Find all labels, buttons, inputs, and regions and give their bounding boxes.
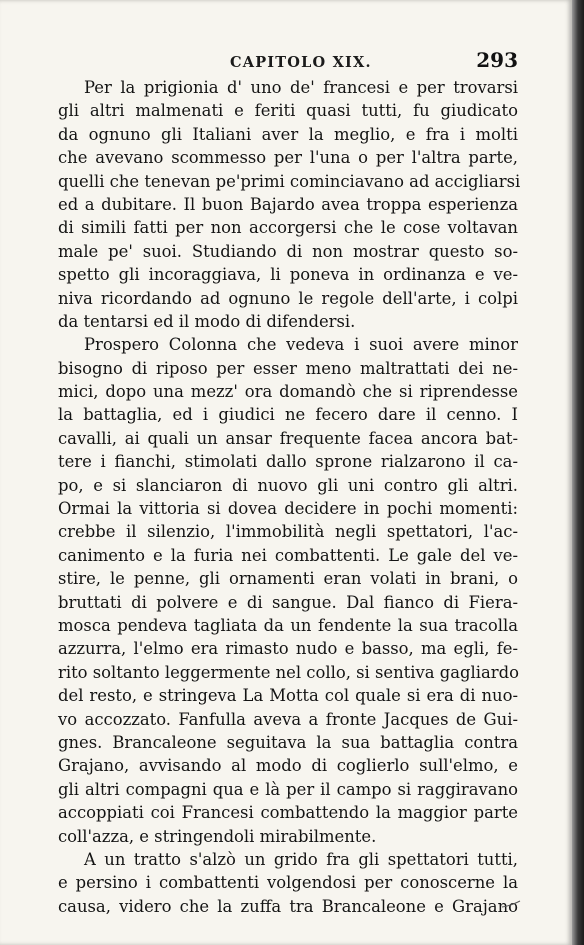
text-line: causa, videro che la zuffa tra Brancaleone e Grajano xyxy=(58,896,518,916)
text-line: Ormai la vittoria si dovea decidere in pochi momenti: xyxy=(58,499,518,519)
text-line: quelli che tenevan pe'primi cominciavano ad accigliarsi xyxy=(58,171,521,191)
text-line: cavalli, ai quali un ansar frequente facea ancora bat- xyxy=(58,428,518,448)
text-line: gli altri compagni qua e là per il campo si raggiravano xyxy=(58,779,518,799)
text-line: stire, le penne, gli ornamenti eran volati in brani, o xyxy=(58,569,518,589)
running-head: CAPITOLO XIX. xyxy=(230,54,372,71)
text-line: canimento e la furia nei combattenti. Le gale del ve- xyxy=(58,545,518,565)
text-line: azzurra, l'elmo era rimasto nudo e basso, ma egli, fe- xyxy=(58,639,518,659)
text-line: di simili fatti per non accorgersi che le cose voltavan xyxy=(58,218,518,238)
text-line: e persino i combattenti volgendosi per conoscerne la xyxy=(58,873,518,893)
page-edge-shadow xyxy=(572,0,584,945)
text-line: tere i fianchi, stimolati dallo sprone rialzarono il ca- xyxy=(58,452,518,472)
text-line: Grajano, avvisando al modo di coglierlo sull'elmo, e xyxy=(58,756,518,776)
text-line: spetto gli incoraggiava, li poneva in ordinanza e ve- xyxy=(58,265,518,285)
text-line: rito soltanto leggermente nel collo, si sentiva gagliardo xyxy=(58,662,519,682)
text-line: vo accozzato. Fanfulla aveva a fronte Jacques de Gui- xyxy=(58,709,518,729)
text-line: crebbe il silenzio, l'immobilità negli spettatori, l'ac- xyxy=(58,522,518,542)
text-line: del resto, e stringeva La Motta col quale si era di nuo- xyxy=(58,686,518,706)
text-line: mosca pendeva tagliata da un fendente la sua tracolla xyxy=(58,615,518,635)
text-line: gli altri malmenati e feriti quasi tutti, fu giudicato xyxy=(58,101,518,121)
text-line: bruttati di polvere e di sangue. Dal fianco di Fiera- xyxy=(58,592,518,612)
text-line: mici, dopo una mezz' ora domandò che si riprendesse xyxy=(58,382,518,402)
text-line: niva ricordando ad ognuno le regole dell'arte, i colpi xyxy=(58,288,518,308)
text-line: Per la prigionia d' uno de' francesi e per trovarsi xyxy=(84,78,518,97)
page-number: 293 xyxy=(476,48,518,72)
body-text xyxy=(58,76,521,918)
text-line: gnes. Brancaleone seguitava la sua battaglia contra xyxy=(58,732,518,752)
text-line: bisogno di riposo per esser meno maltrattati dei ne- xyxy=(58,358,518,378)
text-line: che avevano scommesso per l'una o per l'altra parte, xyxy=(58,148,518,168)
text-line: ed a dubitare. Il buon Bajardo avea troppa esperienza xyxy=(58,194,518,214)
text-line: la battaglia, ed i giudici ne fecero dare il cenno. I xyxy=(58,405,518,425)
text-line: coll'azza, e stringendoli mirabilmente. xyxy=(58,826,377,846)
text-line: A un tratto s'alzò un grido fra gli spettatori tutti, xyxy=(84,849,518,869)
text-line: da tentarsi ed il modo di difendersi. xyxy=(58,311,356,331)
text-line: Prospero Colonna che vedeva i suoi avere minor xyxy=(84,335,518,355)
text-line: po, e si slanciaron di nuovo gli uni contro gli altri. xyxy=(58,475,518,495)
page-header xyxy=(60,48,518,78)
text-line: da ognuno gli Italiani aver la meglio, e fra i molti xyxy=(58,124,518,144)
pencil-mark-icon xyxy=(500,898,524,910)
text-line: male pe' suoi. Studiando di non mostrar questo so- xyxy=(58,241,518,261)
text-line: accoppiati coi Francesi combattendo la maggior parte xyxy=(58,803,518,823)
